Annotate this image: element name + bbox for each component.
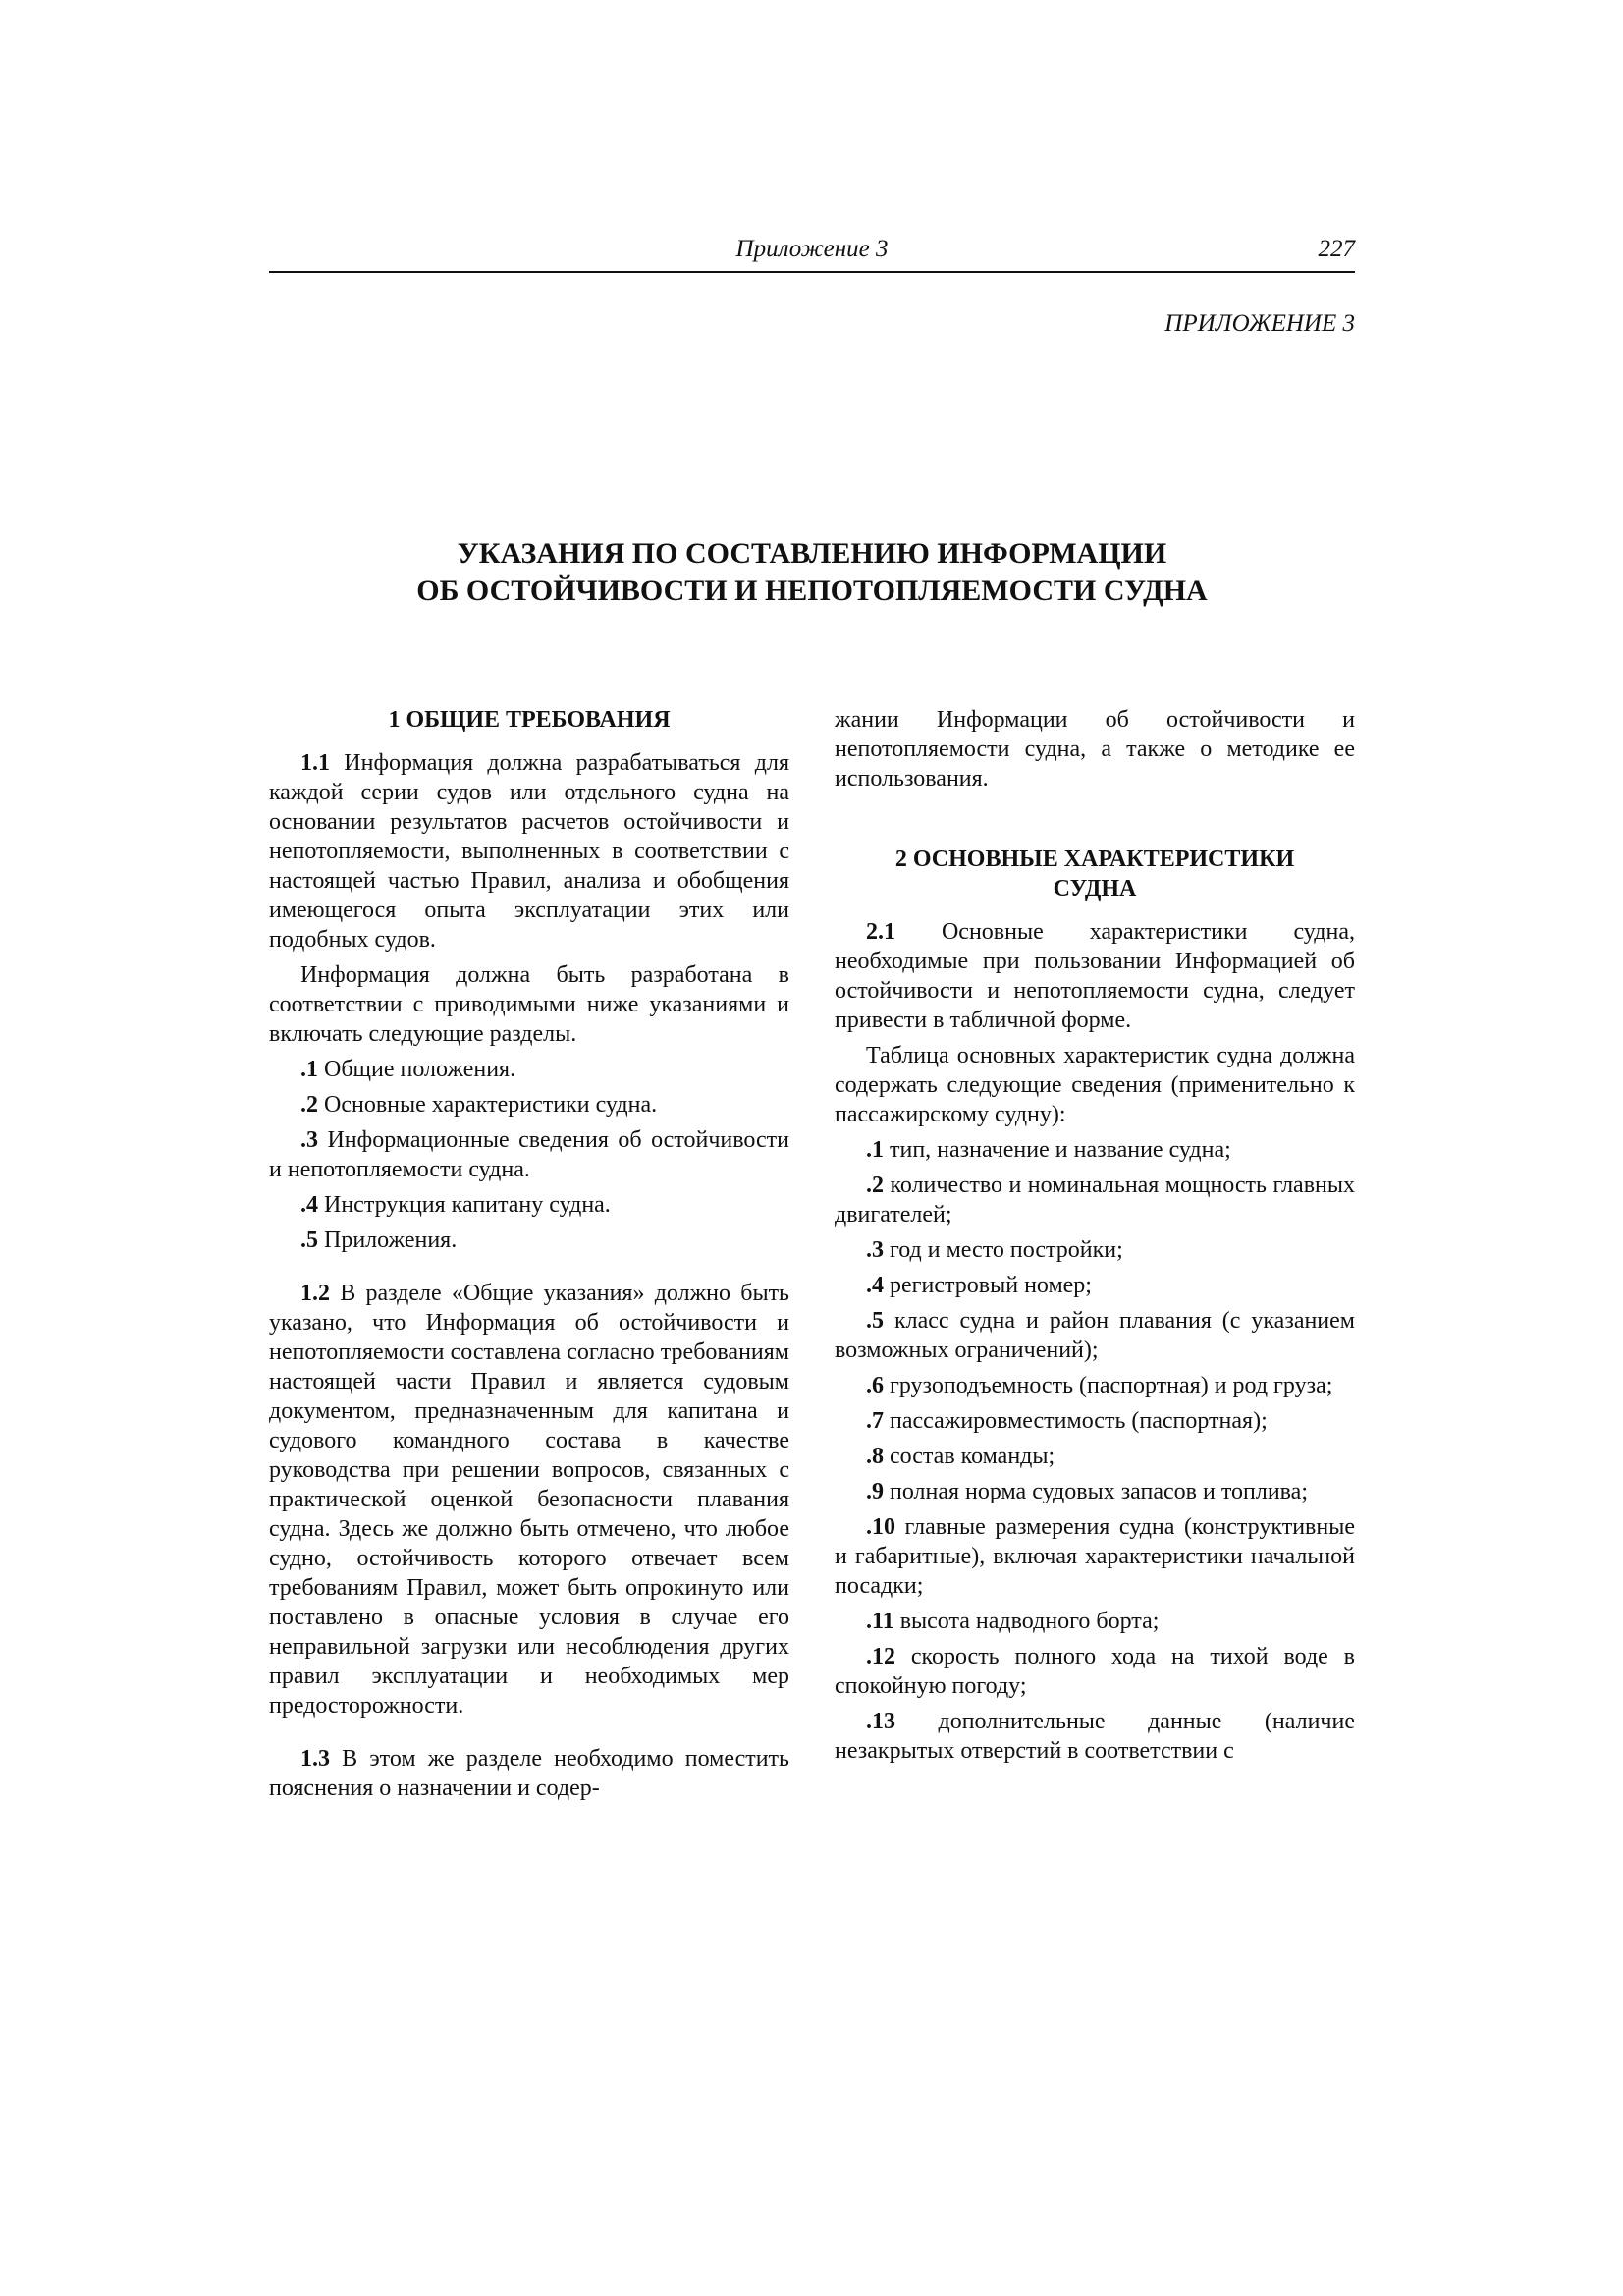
paragraph-1-3: 1.3 В этом же разделе необходимо поместить пояснения о назначении и содер-	[269, 1746, 789, 1801]
list-item: .3 Информационные сведения об остойчивости и непотопляемости судна.	[269, 1127, 789, 1182]
list-item: .7 пассажировместимость (паспортная);	[866, 1408, 1268, 1434]
list-item: .8 состав команды;	[866, 1444, 1055, 1469]
clause-number: 1.1	[300, 750, 330, 776]
paragraph-1-1-b: Информация должна быть разработана в соответствии с приводимыми ниже указаниями и включать следующие разделы.	[269, 962, 789, 1047]
document-title	[269, 535, 1355, 610]
clause-number: 2.1	[866, 919, 895, 945]
paragraph-1-3-continued: жании Информации об остойчивости и непотопляемости судна, а также о методике ее использования.	[835, 707, 1355, 792]
list-item: .9 полная норма судовых запасов и топлива;	[866, 1479, 1308, 1504]
list-item: .11 высота надводного борта;	[866, 1609, 1160, 1634]
section-1-heading: 1 ОБЩИЕ ТРЕБОВАНИЯ	[388, 707, 671, 733]
running-header	[269, 236, 1355, 273]
list-item: .5 класс судна и район плавания (с указанием возможных ограничений);	[835, 1308, 1355, 1363]
clause-number: 1.3	[300, 1746, 330, 1772]
clause-number: 1.2	[300, 1281, 330, 1306]
title-line-2: ОБ ОСТОЙЧИВОСТИ И НЕПОТОПЛЯЕМОСТИ СУДНА	[416, 574, 1208, 607]
title-line-1: УКАЗАНИЯ ПО СОСТАВЛЕНИЮ ИНФОРМАЦИИ	[457, 537, 1167, 570]
list-item: .13 дополнительные данные (наличие незакрытых отверстий в соответствии с	[835, 1709, 1355, 1764]
list-item: .3 год и место постройки;	[866, 1237, 1123, 1263]
left-column	[269, 705, 789, 1809]
list-item: .10 главные размерения судна (конструктивные и габаритные), включая характеристики начальной посадки;	[835, 1514, 1355, 1599]
right-column	[835, 705, 1355, 1772]
paragraph-2-1: 2.1 Основные характеристики судна, необходимые при пользовании Информацией об остойчивости и непотопляемости судна, следует привести в табличной форме.	[835, 919, 1355, 1033]
list-item: .1 тип, назначение и название судна;	[866, 1137, 1231, 1163]
list-item: .1 Общие положения.	[300, 1057, 516, 1082]
section-2-heading: 2 ОСНОВНЫЕ ХАРАКТЕРИСТИКИ СУДНА	[894, 847, 1295, 902]
page-number: 227	[1318, 236, 1355, 262]
list-item: .2 количество и номинальная мощность главных двигателей;	[835, 1173, 1355, 1228]
appendix-label: ПРИЛОЖЕНИЕ 3	[1164, 310, 1355, 337]
header-title: Приложение 3	[735, 236, 889, 262]
list-item: .6 грузоподъемность (паспортная) и род груза;	[866, 1373, 1333, 1398]
list-item: .4 регистровый номер;	[866, 1273, 1092, 1298]
list-item: .5 Приложения.	[300, 1228, 458, 1253]
paragraph-1-2: 1.2 В разделе «Общие указания» должно быть указано, что Информация об остойчивости и непотопляемости составлена согласно требованиям настоящей части Правил и является судовым документом, предназначенным для капитана и судового командного состава в качестве руководства при решении вопросов, связанных с практической оценкой безопасности плавания судна. Здесь же должно быть отмечено, что любое судно, остойчивость которого отвечает всем требованиям Правил, может быть опрокинуто или поставлено в опасные условия в случае его неправильной загрузки или несоблюдения других правил эксплуатации и необходимых мер предосторожности.	[269, 1281, 789, 1719]
list-item: .12 скорость полного хода на тихой воде в спокойную погоду;	[835, 1644, 1355, 1699]
paragraph-1-1: 1.1 Информация должна разрабатываться для каждой серии судов или отдельного судна на основании результатов расчетов остойчивости и непотопляемости, выполненных в соответствии с настоящей частью Правил, анализа и обобщения имеющегося опыта эксплуатации этих или подобных судов.	[269, 750, 789, 953]
paragraph-2-1-b: Таблица основных характеристик судна должна содержать следующие сведения (применительно к пассажирскому судну):	[835, 1043, 1355, 1127]
list-item: .2 Основные характеристики судна.	[300, 1092, 658, 1118]
list-item: .4 Инструкция капитану судна.	[300, 1192, 611, 1218]
